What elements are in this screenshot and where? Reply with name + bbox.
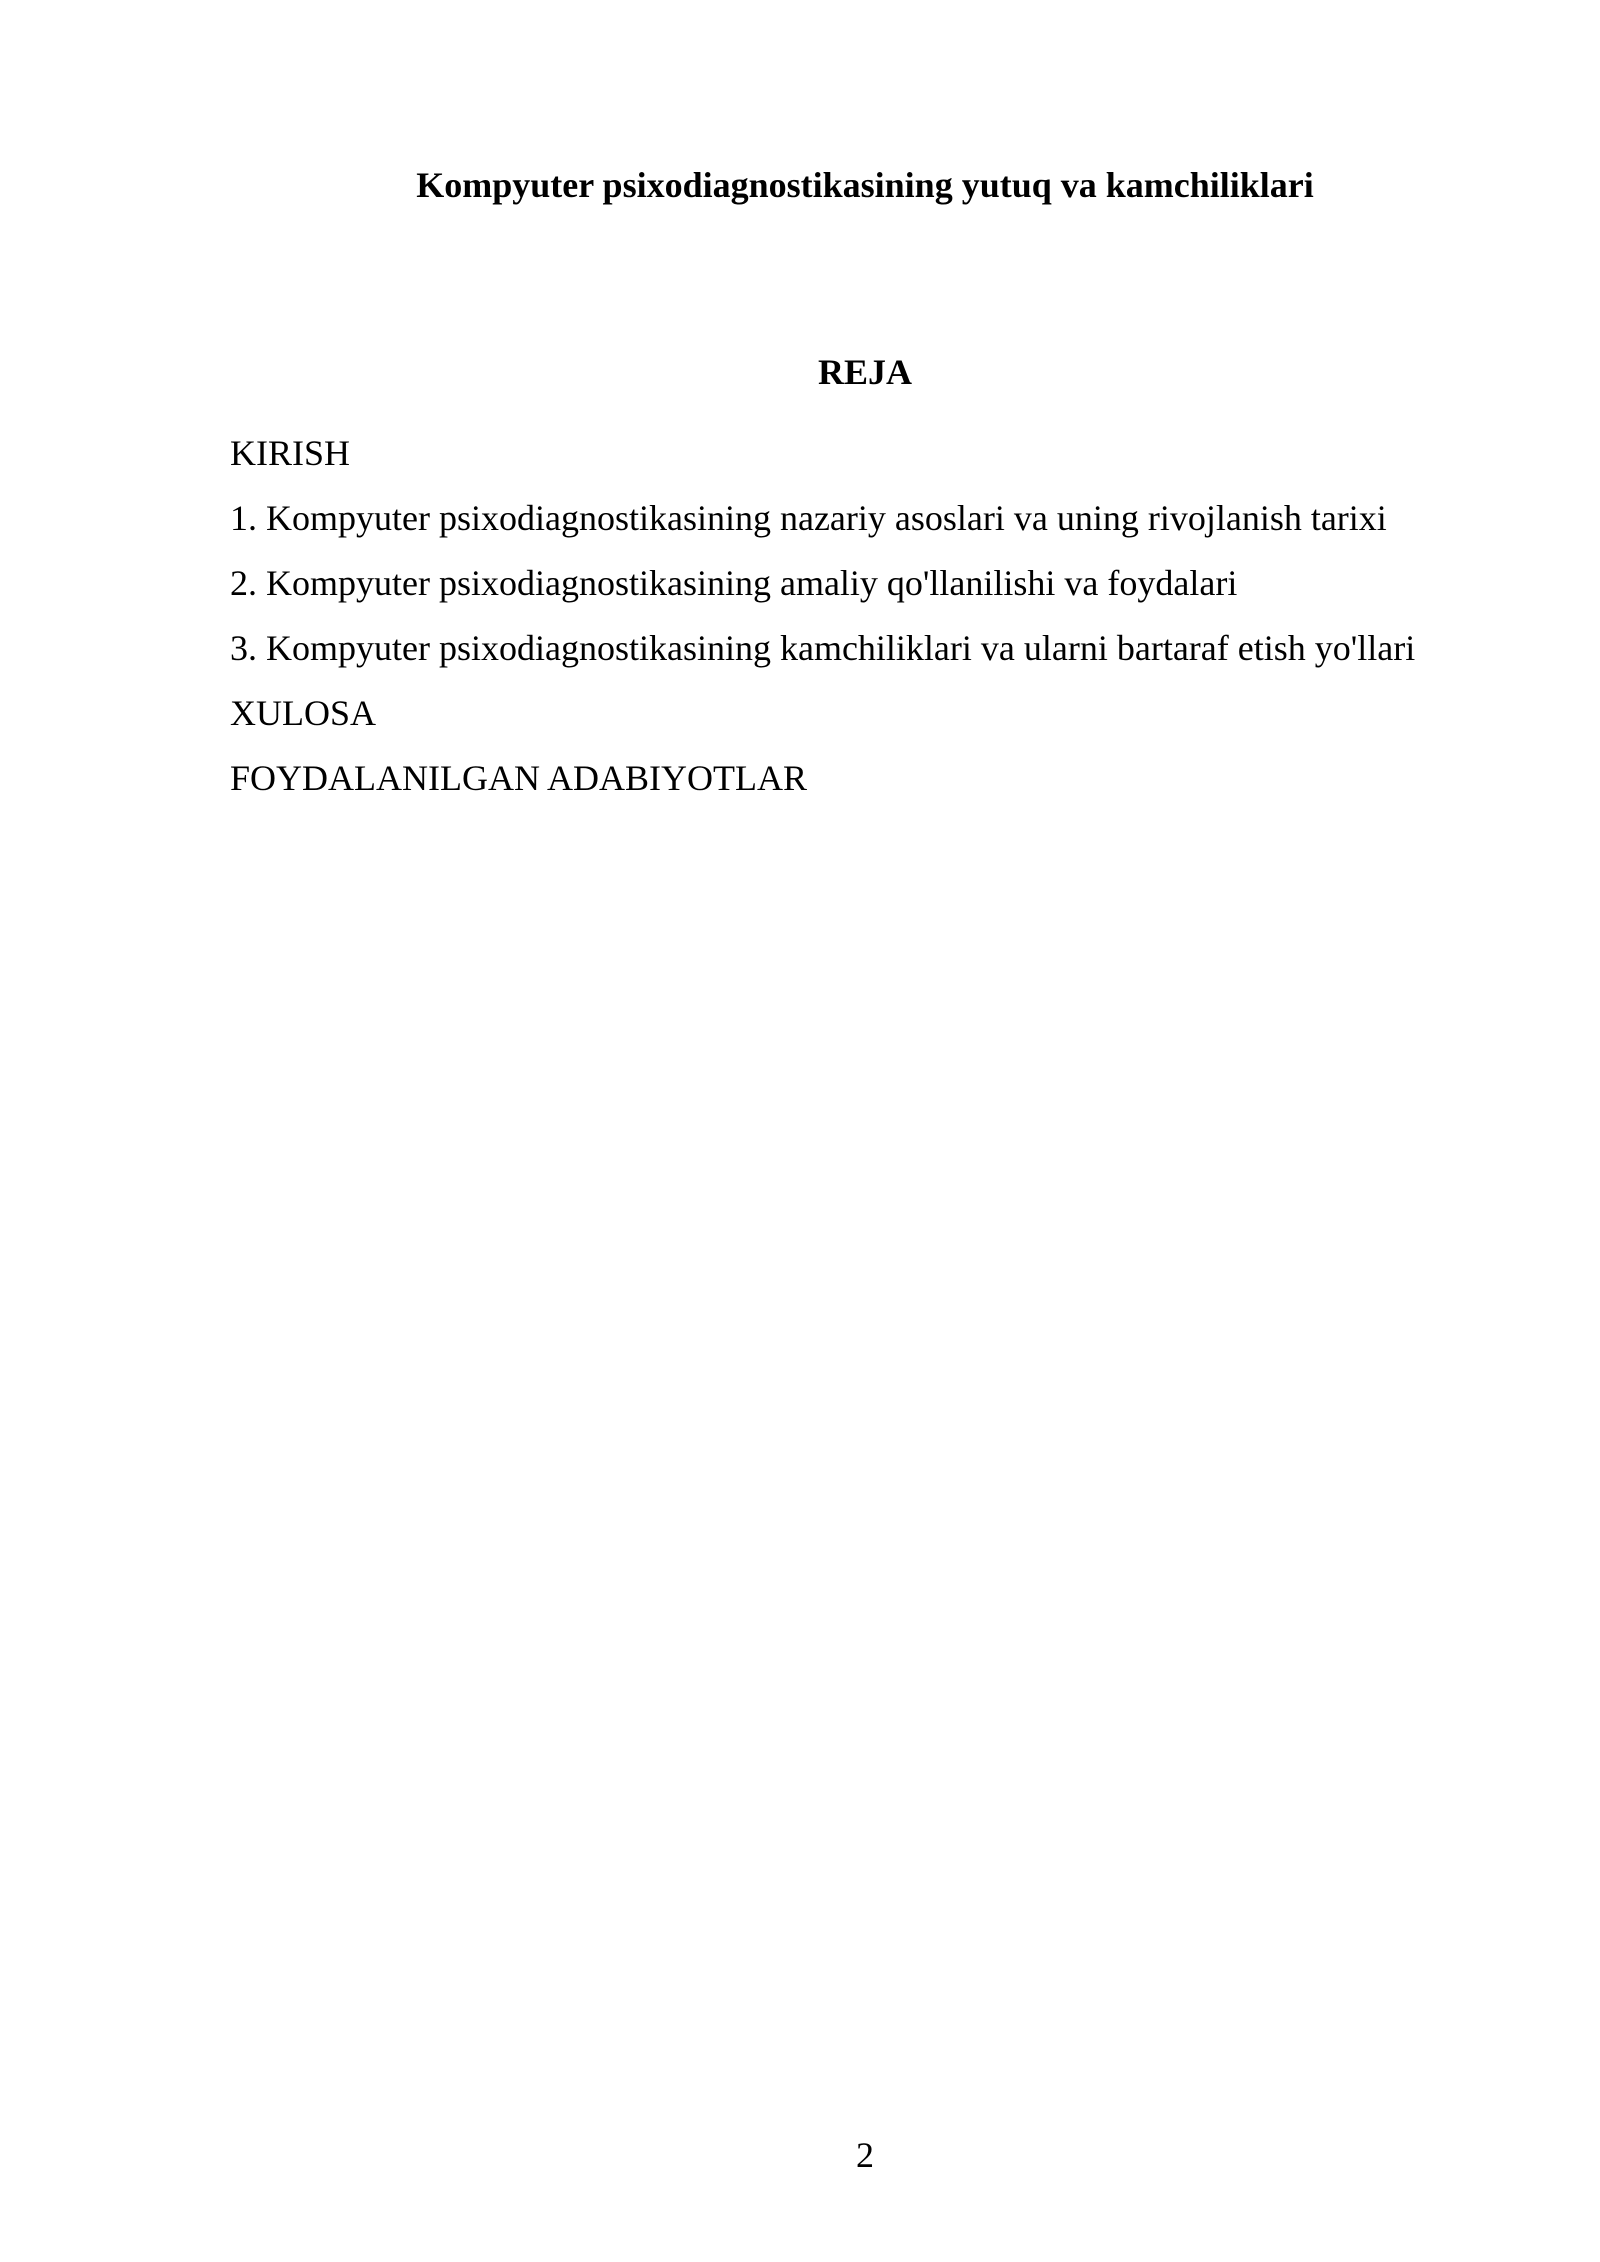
plan-list	[230, 421, 1415, 811]
plan-item-3: 3. Kompyuter psixodiagnostikasining kamchiliklari va ularni bartaraf etish yo'llari	[230, 628, 1416, 668]
plan-item-introduction: KIRISH	[230, 433, 351, 473]
plan-heading: REJA	[817, 352, 912, 392]
plan-item-references: FOYDALANILGAN ADABIYOTLAR	[230, 758, 807, 798]
plan-item-1: 1. Kompyuter psixodiagnostikasining nazariy asoslari va uning rivojlanish tarixi	[230, 498, 1387, 538]
page-number: 2	[856, 2135, 874, 2175]
document-title: Kompyuter psixodiagnostikasining yutuq va kamchiliklari	[416, 165, 1314, 205]
plan-item-2: 2. Kompyuter psixodiagnostikasining amaliy qo'llanilishi va foydalari	[230, 563, 1238, 603]
plan-item-conclusion: XULOSA	[230, 693, 377, 733]
